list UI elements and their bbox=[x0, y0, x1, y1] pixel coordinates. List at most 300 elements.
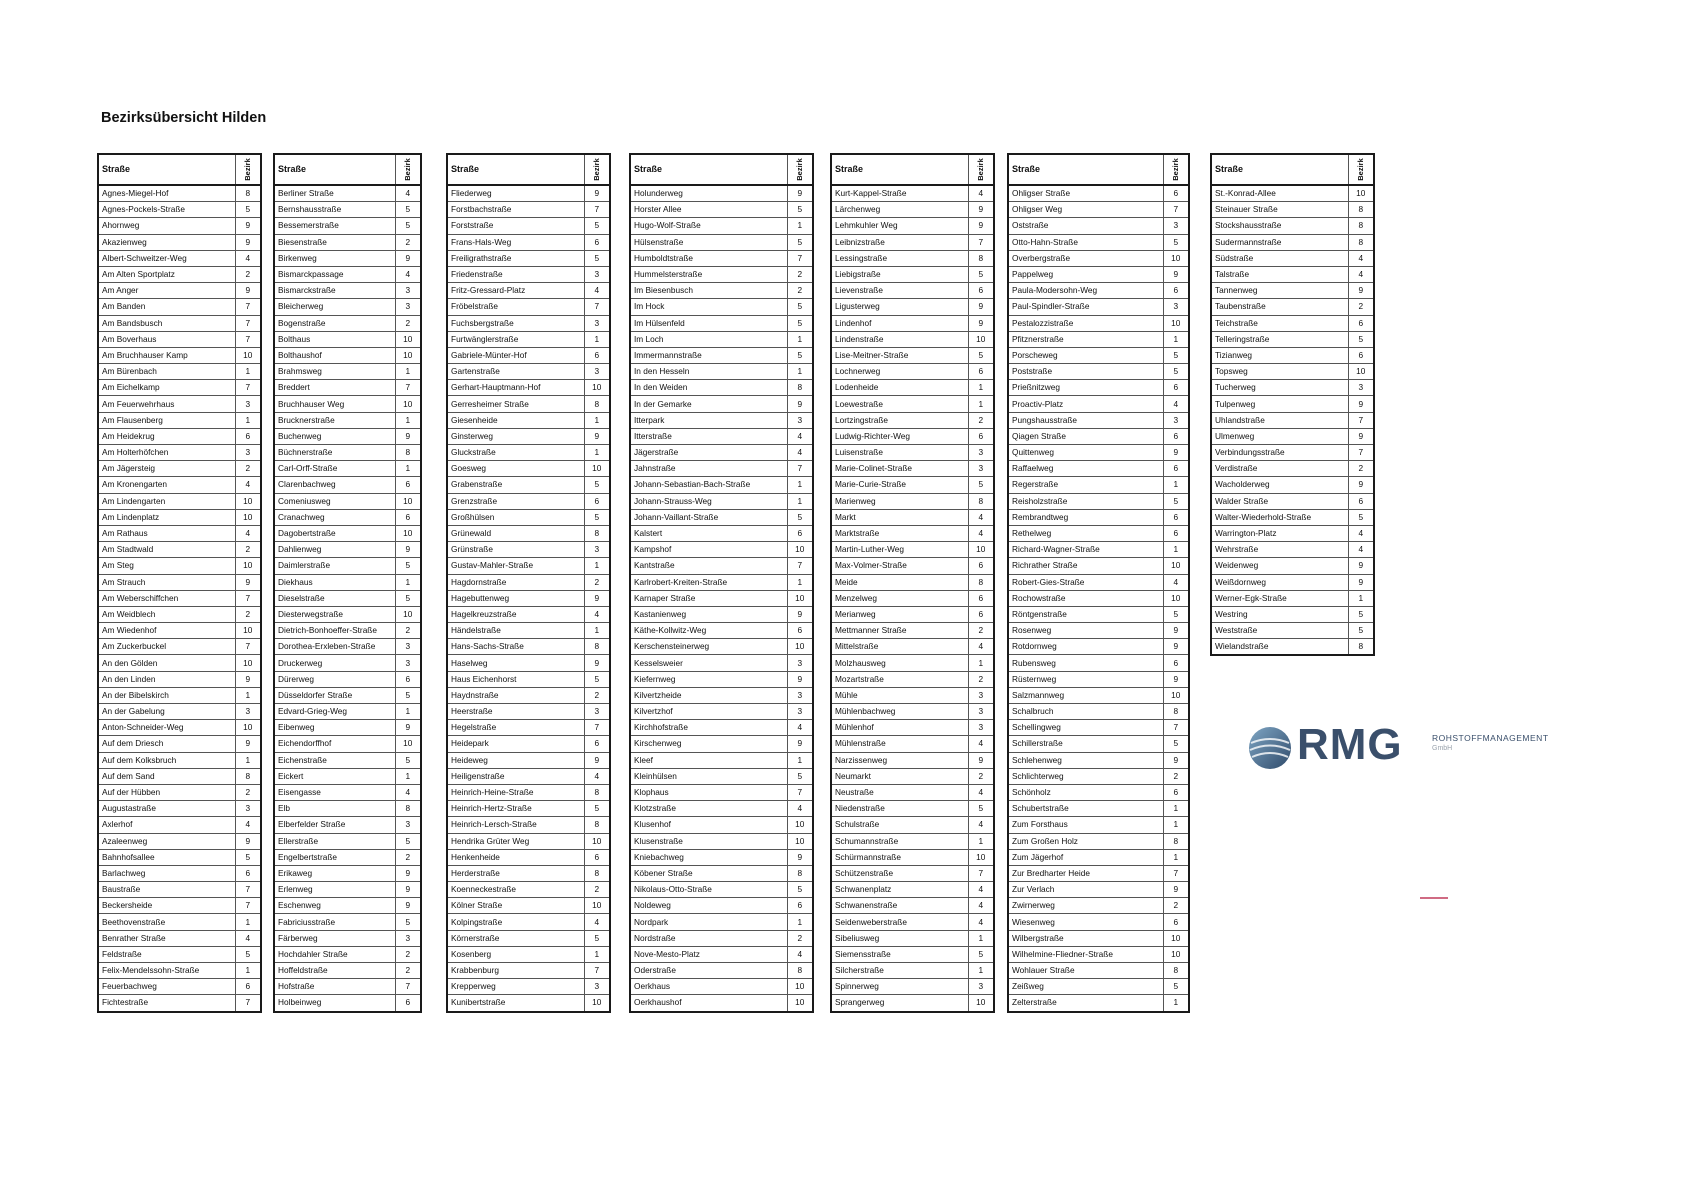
table-row bbox=[1008, 687, 1189, 703]
district-number: 7 bbox=[395, 380, 421, 396]
street-name: An der Gabelung bbox=[98, 704, 235, 720]
street-name: Gartenstraße bbox=[447, 364, 584, 380]
street-name: Forststraße bbox=[447, 218, 584, 234]
district-number: 9 bbox=[968, 752, 994, 768]
district-number: 7 bbox=[1163, 865, 1189, 881]
district-number: 10 bbox=[235, 623, 261, 639]
table-row bbox=[447, 542, 610, 558]
table-row bbox=[630, 185, 813, 202]
column-header-street: Straße bbox=[274, 154, 395, 185]
district-number: 3 bbox=[584, 704, 610, 720]
district-number: 8 bbox=[395, 801, 421, 817]
street-name: Walder Straße bbox=[1211, 493, 1348, 509]
street-name: Bahnhofsallee bbox=[98, 849, 235, 865]
street-name: Färberweg bbox=[274, 930, 395, 946]
street-name: Weidenweg bbox=[1211, 558, 1348, 574]
district-number: 5 bbox=[584, 477, 610, 493]
table-row bbox=[831, 833, 994, 849]
district-number: 9 bbox=[1348, 428, 1374, 444]
street-name: Tucherweg bbox=[1211, 380, 1348, 396]
street-name: Martin-Luther-Weg bbox=[831, 542, 968, 558]
table-row bbox=[1211, 558, 1374, 574]
district-number: 9 bbox=[787, 736, 813, 752]
table-row bbox=[98, 266, 261, 282]
district-number: 9 bbox=[1163, 445, 1189, 461]
district-number: 10 bbox=[395, 606, 421, 622]
street-name: Kalstert bbox=[630, 525, 787, 541]
district-number: 10 bbox=[235, 655, 261, 671]
table-row bbox=[1008, 752, 1189, 768]
table-row bbox=[630, 525, 813, 541]
column-header-district-label: Bezirk bbox=[976, 158, 986, 181]
street-name: Noldeweg bbox=[630, 898, 787, 914]
district-number: 9 bbox=[787, 606, 813, 622]
street-name: Heiligenstraße bbox=[447, 768, 584, 784]
district-number: 8 bbox=[1348, 234, 1374, 250]
table-row bbox=[274, 380, 421, 396]
district-number: 9 bbox=[235, 671, 261, 687]
street-name: Klotzstraße bbox=[630, 801, 787, 817]
district-number: 5 bbox=[968, 477, 994, 493]
district-number: 9 bbox=[235, 833, 261, 849]
district-number: 6 bbox=[968, 283, 994, 299]
table-row bbox=[1211, 590, 1374, 606]
district-number: 6 bbox=[235, 865, 261, 881]
district-number: 5 bbox=[235, 946, 261, 962]
district-number: 2 bbox=[968, 412, 994, 428]
district-number: 10 bbox=[395, 525, 421, 541]
street-name: Mühle bbox=[831, 687, 968, 703]
street-name: Schlehenweg bbox=[1008, 752, 1163, 768]
table-row bbox=[1008, 865, 1189, 881]
street-name: Elberfelder Straße bbox=[274, 817, 395, 833]
street-name: Ludwig-Richter-Weg bbox=[831, 428, 968, 444]
street-name: Gustav-Mahler-Straße bbox=[447, 558, 584, 574]
district-table-4 bbox=[629, 153, 814, 1013]
street-name: Merianweg bbox=[831, 606, 968, 622]
street-name: Dietrich-Bonhoeffer-Straße bbox=[274, 623, 395, 639]
district-number: 4 bbox=[1348, 542, 1374, 558]
district-number: 2 bbox=[1163, 768, 1189, 784]
street-name: Hofstraße bbox=[274, 979, 395, 995]
table-row bbox=[1008, 493, 1189, 509]
table-row bbox=[831, 882, 994, 898]
district-number: 10 bbox=[787, 639, 813, 655]
street-name: Kesselsweier bbox=[630, 655, 787, 671]
table-row bbox=[274, 930, 421, 946]
district-number: 1 bbox=[968, 833, 994, 849]
street-name: Wehrstraße bbox=[1211, 542, 1348, 558]
table-row bbox=[98, 655, 261, 671]
table-row bbox=[447, 720, 610, 736]
district-number: 4 bbox=[968, 817, 994, 833]
street-name: Kantstraße bbox=[630, 558, 787, 574]
street-name: Zur Bredharter Heide bbox=[1008, 865, 1163, 881]
district-number: 9 bbox=[235, 234, 261, 250]
table-row bbox=[630, 461, 813, 477]
street-name: Diekhaus bbox=[274, 574, 395, 590]
table-row bbox=[447, 461, 610, 477]
district-number: 5 bbox=[1348, 331, 1374, 347]
table-row bbox=[1211, 283, 1374, 299]
street-name: Regerstraße bbox=[1008, 477, 1163, 493]
table-row bbox=[831, 801, 994, 817]
district-number: 7 bbox=[235, 995, 261, 1012]
table-row bbox=[630, 299, 813, 315]
district-number: 9 bbox=[1163, 266, 1189, 282]
street-name: Zeißweg bbox=[1008, 979, 1163, 995]
district-number: 5 bbox=[1163, 736, 1189, 752]
district-number: 4 bbox=[1348, 266, 1374, 282]
district-number: 6 bbox=[395, 995, 421, 1012]
table-row bbox=[1008, 817, 1189, 833]
street-name: Kilvertzheide bbox=[630, 687, 787, 703]
district-number: 5 bbox=[787, 347, 813, 363]
table-row bbox=[1008, 347, 1189, 363]
district-number: 3 bbox=[968, 720, 994, 736]
district-number: 5 bbox=[1348, 509, 1374, 525]
table-row bbox=[274, 558, 421, 574]
table-row bbox=[630, 752, 813, 768]
district-number: 6 bbox=[1163, 461, 1189, 477]
district-number: 2 bbox=[787, 283, 813, 299]
street-name: Krepperweg bbox=[447, 979, 584, 995]
table-row bbox=[831, 347, 994, 363]
street-name: Feldstraße bbox=[98, 946, 235, 962]
district-number: 9 bbox=[787, 396, 813, 412]
street-name: Giesenheide bbox=[447, 412, 584, 428]
table-row bbox=[1008, 655, 1189, 671]
table-row bbox=[1211, 412, 1374, 428]
table-row bbox=[1008, 185, 1189, 202]
street-name: Schürmannstraße bbox=[831, 849, 968, 865]
street-name: Otto-Hahn-Straße bbox=[1008, 234, 1163, 250]
street-name: Am Flausenberg bbox=[98, 412, 235, 428]
table-row bbox=[447, 299, 610, 315]
table-row bbox=[630, 250, 813, 266]
street-name: Bessemerstraße bbox=[274, 218, 395, 234]
street-name: Gluckstraße bbox=[447, 445, 584, 461]
district-number: 1 bbox=[1163, 801, 1189, 817]
street-name: Im Hock bbox=[630, 299, 787, 315]
district-number: 9 bbox=[1348, 477, 1374, 493]
district-number: 3 bbox=[1163, 299, 1189, 315]
district-number: 5 bbox=[235, 849, 261, 865]
street-name: Buchenweg bbox=[274, 428, 395, 444]
street-name: Zum Großen Holz bbox=[1008, 833, 1163, 849]
district-number: 10 bbox=[395, 331, 421, 347]
table-row bbox=[274, 704, 421, 720]
district-number: 4 bbox=[1348, 525, 1374, 541]
district-number: 9 bbox=[787, 849, 813, 865]
table-row bbox=[1008, 914, 1189, 930]
table-row bbox=[274, 671, 421, 687]
street-name: Ohligser Straße bbox=[1008, 185, 1163, 202]
district-number: 5 bbox=[235, 202, 261, 218]
street-name: Kleinhülsen bbox=[630, 768, 787, 784]
table-row bbox=[1008, 477, 1189, 493]
district-number: 4 bbox=[787, 946, 813, 962]
street-name: Am Stadtwald bbox=[98, 542, 235, 558]
district-number: 2 bbox=[584, 687, 610, 703]
district-number: 2 bbox=[235, 606, 261, 622]
street-name: Am Weberschiffchen bbox=[98, 590, 235, 606]
district-number: 2 bbox=[968, 671, 994, 687]
street-name: An der Bibelskirch bbox=[98, 687, 235, 703]
table-row bbox=[831, 768, 994, 784]
district-number: 7 bbox=[1348, 445, 1374, 461]
district-number: 10 bbox=[968, 331, 994, 347]
street-name: Eisengasse bbox=[274, 784, 395, 800]
district-number: 4 bbox=[968, 185, 994, 202]
street-name: Am Boverhaus bbox=[98, 331, 235, 347]
street-name: Humboldtstraße bbox=[630, 250, 787, 266]
street-name: Siemensstraße bbox=[831, 946, 968, 962]
street-name: Am Zuckerbuckel bbox=[98, 639, 235, 655]
street-name: Heinrich-Lersch-Straße bbox=[447, 817, 584, 833]
street-name: Grünstraße bbox=[447, 542, 584, 558]
table-row bbox=[447, 185, 610, 202]
district-number: 2 bbox=[395, 315, 421, 331]
table-row bbox=[98, 542, 261, 558]
street-name: Bolthaus bbox=[274, 331, 395, 347]
street-name: Fichtestraße bbox=[98, 995, 235, 1012]
district-number: 1 bbox=[1163, 542, 1189, 558]
table-row bbox=[274, 736, 421, 752]
column-header-street: Straße bbox=[447, 154, 584, 185]
table-row bbox=[98, 364, 261, 380]
district-number: 7 bbox=[584, 720, 610, 736]
district-number: 4 bbox=[968, 509, 994, 525]
district-number: 4 bbox=[968, 525, 994, 541]
table-row bbox=[98, 639, 261, 655]
district-number: 1 bbox=[395, 412, 421, 428]
district-number: 1 bbox=[395, 364, 421, 380]
street-name: Marktstraße bbox=[831, 525, 968, 541]
street-name: Hagelkreuzstraße bbox=[447, 606, 584, 622]
district-number: 5 bbox=[787, 234, 813, 250]
street-name: Händelstraße bbox=[447, 623, 584, 639]
street-name: Oderstraße bbox=[630, 963, 787, 979]
table-row bbox=[630, 671, 813, 687]
table-row bbox=[831, 720, 994, 736]
district-number: 1 bbox=[1163, 849, 1189, 865]
street-name: Am Lindengarten bbox=[98, 493, 235, 509]
table-header-row bbox=[831, 154, 994, 185]
column-header-district-label: Bezirk bbox=[1356, 158, 1366, 181]
column-header-district bbox=[1163, 154, 1189, 185]
street-name: Hugo-Wolf-Straße bbox=[630, 218, 787, 234]
column-header-district bbox=[235, 154, 261, 185]
district-number: 5 bbox=[395, 752, 421, 768]
district-number: 9 bbox=[584, 752, 610, 768]
table-row bbox=[274, 849, 421, 865]
table-row bbox=[1211, 234, 1374, 250]
district-number: 5 bbox=[1163, 493, 1189, 509]
table-row bbox=[831, 283, 994, 299]
table-row bbox=[98, 623, 261, 639]
table-row bbox=[447, 558, 610, 574]
district-number: 5 bbox=[787, 882, 813, 898]
street-name: Porscheweg bbox=[1008, 347, 1163, 363]
street-name: Weißdornweg bbox=[1211, 574, 1348, 590]
street-name: Haselweg bbox=[447, 655, 584, 671]
street-name: Jahnstraße bbox=[630, 461, 787, 477]
street-name: Lievenstraße bbox=[831, 283, 968, 299]
street-name: Freiligrathstraße bbox=[447, 250, 584, 266]
table-row bbox=[630, 995, 813, 1012]
table-row bbox=[274, 202, 421, 218]
table-row bbox=[1211, 445, 1374, 461]
street-name: Bogenstraße bbox=[274, 315, 395, 331]
street-name: Comeniusweg bbox=[274, 493, 395, 509]
street-name: Spinnerweg bbox=[831, 979, 968, 995]
street-name: Telleringstraße bbox=[1211, 331, 1348, 347]
district-number: 3 bbox=[968, 445, 994, 461]
street-name: Rosenweg bbox=[1008, 623, 1163, 639]
district-number: 6 bbox=[787, 898, 813, 914]
table-row bbox=[447, 218, 610, 234]
district-number: 1 bbox=[235, 963, 261, 979]
street-name: Berliner Straße bbox=[274, 185, 395, 202]
district-number: 3 bbox=[1163, 412, 1189, 428]
district-number: 5 bbox=[1163, 347, 1189, 363]
street-name: Brahmsweg bbox=[274, 364, 395, 380]
table-row bbox=[630, 606, 813, 622]
district-number: 5 bbox=[395, 218, 421, 234]
district-number: 3 bbox=[395, 655, 421, 671]
district-number: 2 bbox=[787, 930, 813, 946]
street-name: Rembrandtweg bbox=[1008, 509, 1163, 525]
table-row bbox=[98, 412, 261, 428]
table-row bbox=[98, 234, 261, 250]
street-name: Silcherstraße bbox=[831, 963, 968, 979]
district-number: 4 bbox=[235, 817, 261, 833]
street-name: Mühlenhof bbox=[831, 720, 968, 736]
street-name: Im Hülsenfeld bbox=[630, 315, 787, 331]
table-row bbox=[1211, 266, 1374, 282]
district-number: 3 bbox=[395, 283, 421, 299]
table-row bbox=[98, 979, 261, 995]
district-number: 6 bbox=[1163, 509, 1189, 525]
column-header-district-label: Bezirk bbox=[592, 158, 602, 181]
street-name: In den Weiden bbox=[630, 380, 787, 396]
table-row bbox=[1211, 347, 1374, 363]
table-row bbox=[831, 509, 994, 525]
district-number: 10 bbox=[787, 979, 813, 995]
district-number: 9 bbox=[1163, 882, 1189, 898]
table-row bbox=[447, 817, 610, 833]
table-row bbox=[1008, 380, 1189, 396]
table-row bbox=[831, 525, 994, 541]
table-row bbox=[98, 995, 261, 1012]
street-name: Biesenstraße bbox=[274, 234, 395, 250]
street-name: Schellingweg bbox=[1008, 720, 1163, 736]
district-number: 10 bbox=[787, 590, 813, 606]
street-name: Erikaweg bbox=[274, 865, 395, 881]
street-name: Schulstraße bbox=[831, 817, 968, 833]
table-row bbox=[274, 865, 421, 881]
street-name: Rotdornweg bbox=[1008, 639, 1163, 655]
street-name: Klophaus bbox=[630, 784, 787, 800]
table-row bbox=[630, 833, 813, 849]
street-name: Uhlandstraße bbox=[1211, 412, 1348, 428]
district-number: 1 bbox=[787, 331, 813, 347]
table-row bbox=[447, 849, 610, 865]
district-number: 7 bbox=[787, 558, 813, 574]
table-row bbox=[98, 299, 261, 315]
table-row bbox=[447, 347, 610, 363]
district-number: 9 bbox=[1163, 671, 1189, 687]
district-number: 1 bbox=[235, 364, 261, 380]
company-logo bbox=[1247, 720, 1557, 773]
ink-mark bbox=[1420, 897, 1448, 899]
table-row bbox=[274, 963, 421, 979]
district-number: 5 bbox=[968, 347, 994, 363]
district-number: 3 bbox=[1348, 380, 1374, 396]
table-row bbox=[98, 380, 261, 396]
district-number: 4 bbox=[787, 428, 813, 444]
table-row bbox=[98, 833, 261, 849]
district-number: 6 bbox=[1348, 315, 1374, 331]
street-name: Kölner Straße bbox=[447, 898, 584, 914]
street-name: Ohligser Weg bbox=[1008, 202, 1163, 218]
street-name: Herderstraße bbox=[447, 865, 584, 881]
table-row bbox=[831, 493, 994, 509]
street-name: Lise-Meitner-Straße bbox=[831, 347, 968, 363]
street-name: Liebigstraße bbox=[831, 266, 968, 282]
street-name: Rethelweg bbox=[1008, 525, 1163, 541]
table-row bbox=[447, 930, 610, 946]
table-row bbox=[1211, 218, 1374, 234]
table-row bbox=[1008, 525, 1189, 541]
street-name: Am Eichelkamp bbox=[98, 380, 235, 396]
street-name: Haydnstraße bbox=[447, 687, 584, 703]
district-number: 7 bbox=[584, 963, 610, 979]
district-number: 2 bbox=[235, 266, 261, 282]
district-number: 7 bbox=[787, 461, 813, 477]
district-number: 6 bbox=[1348, 493, 1374, 509]
street-name: Fröbelstraße bbox=[447, 299, 584, 315]
street-name: Cranachweg bbox=[274, 509, 395, 525]
street-name: Paula-Modersohn-Weg bbox=[1008, 283, 1163, 299]
table-row bbox=[98, 914, 261, 930]
district-number: 3 bbox=[584, 315, 610, 331]
table-row bbox=[274, 833, 421, 849]
table-row bbox=[1008, 720, 1189, 736]
table-row bbox=[1211, 639, 1374, 656]
street-name: Kolpingstraße bbox=[447, 914, 584, 930]
district-number: 2 bbox=[1348, 461, 1374, 477]
district-number: 9 bbox=[235, 218, 261, 234]
table-row bbox=[630, 445, 813, 461]
district-number: 4 bbox=[584, 606, 610, 622]
district-number: 5 bbox=[584, 509, 610, 525]
street-name: Kirschenweg bbox=[630, 736, 787, 752]
district-number: 5 bbox=[1348, 623, 1374, 639]
street-name: Poststraße bbox=[1008, 364, 1163, 380]
district-number: 10 bbox=[787, 817, 813, 833]
street-name: Menzelweg bbox=[831, 590, 968, 606]
table-row bbox=[630, 493, 813, 509]
column-header-street: Straße bbox=[831, 154, 968, 185]
district-number: 10 bbox=[584, 461, 610, 477]
district-number: 3 bbox=[395, 639, 421, 655]
district-number: 4 bbox=[787, 801, 813, 817]
table-row bbox=[98, 882, 261, 898]
table-row bbox=[1211, 525, 1374, 541]
table-row bbox=[630, 315, 813, 331]
